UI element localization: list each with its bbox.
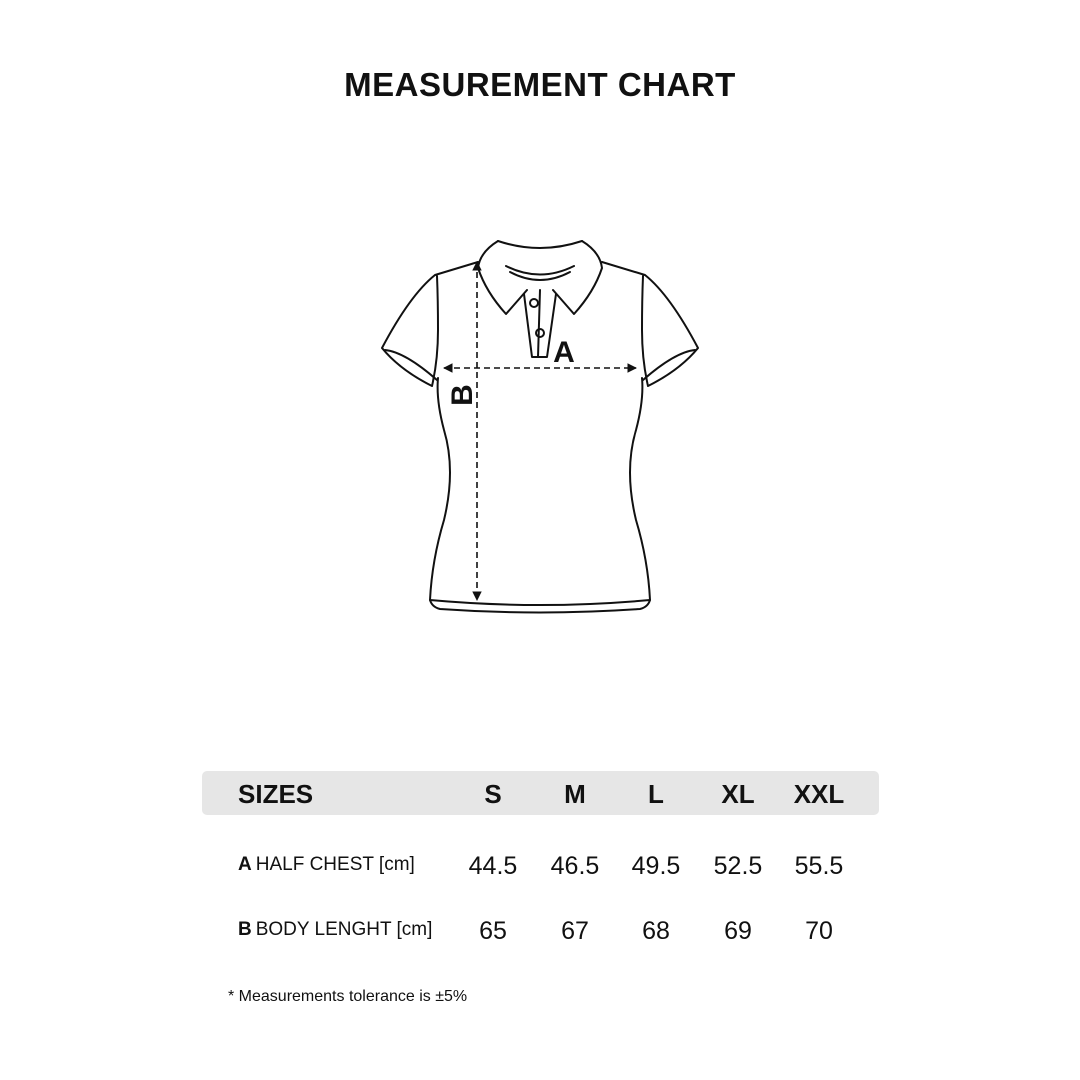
table-cell: 49.5 — [631, 852, 681, 880]
size-xl-header: XL — [721, 779, 755, 809]
body-right-side — [630, 378, 650, 600]
body-left-side — [430, 378, 450, 600]
table-cell: 52.5 — [713, 852, 763, 880]
row-letter: A — [238, 854, 252, 875]
table-row-body-length — [202, 913, 879, 953]
row-label-text: HALF CHEST [cm] — [255, 854, 415, 875]
table-cell: 65 — [479, 917, 507, 945]
row-letter: B — [238, 919, 252, 940]
tolerance-footnote: * Measurements tolerance is ±5% — [228, 988, 468, 1005]
size-l-header: L — [648, 779, 664, 809]
left-sleeve — [382, 262, 478, 386]
table-cell: 70 — [805, 917, 833, 945]
table-row-half-chest — [202, 848, 879, 888]
label-b: B — [446, 384, 479, 406]
table-cell: 68 — [642, 917, 670, 945]
polo-shirt-diagram — [370, 230, 710, 630]
row-label — [238, 854, 415, 876]
page-title: MEASUREMENT CHART — [344, 66, 736, 103]
table-cell: 44.5 — [468, 852, 518, 880]
sizes-header: SIZES — [238, 779, 314, 809]
table-cell: 67 — [561, 917, 589, 945]
row-label — [238, 919, 432, 941]
size-xxl-header: XXL — [793, 779, 845, 809]
collar-right — [553, 241, 602, 314]
table-cell: 46.5 — [550, 852, 600, 880]
button-top — [530, 299, 538, 307]
size-m-header: M — [564, 779, 586, 809]
row-label-text: BODY LENGHT [cm] — [255, 919, 433, 940]
table-cell: 69 — [724, 917, 752, 945]
hem — [430, 600, 650, 613]
button-bottom — [536, 329, 544, 337]
table-cell: 55.5 — [794, 852, 844, 880]
size-s-header: S — [484, 779, 502, 809]
label-a: A — [553, 336, 575, 369]
collar-left — [478, 241, 527, 314]
table-header — [202, 771, 879, 815]
